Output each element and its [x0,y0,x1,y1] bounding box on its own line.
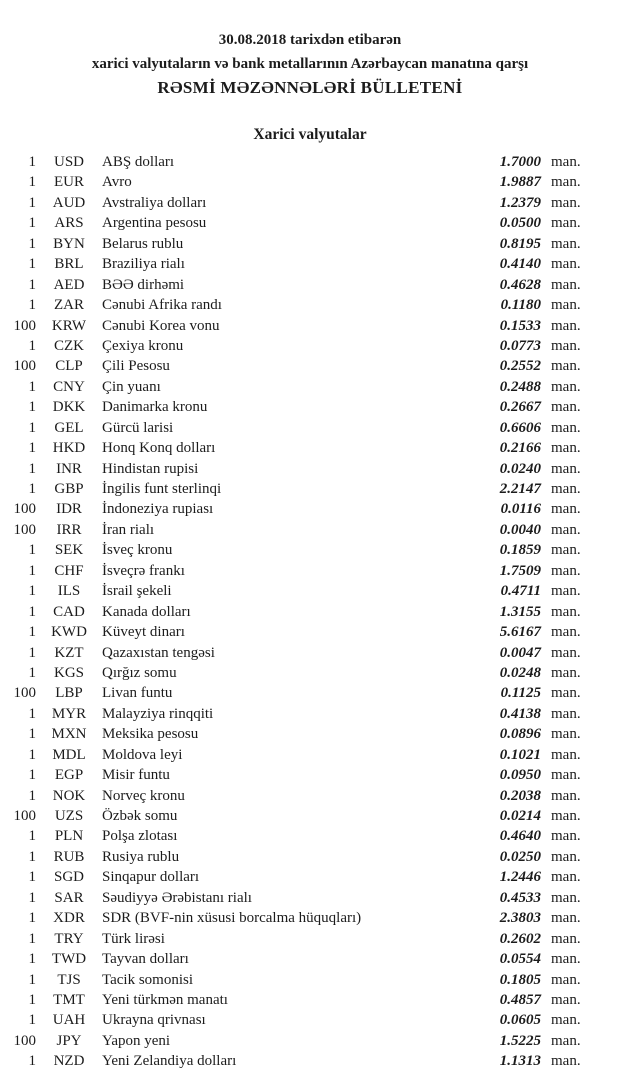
row-rate: 1.3155 [499,603,541,620]
row-qty: 1 [28,1012,36,1029]
table-row [0,336,620,356]
table-row [0,254,620,274]
row-rate: 0.1533 [499,317,541,334]
row-code: DKK [52,399,86,416]
row-rate: 0.0248 [499,664,541,681]
row-qty: 1 [28,951,36,968]
row-code: JPY [56,1032,82,1049]
row-qty: 1 [28,705,36,722]
row-rate: 0.4628 [499,276,541,293]
row-rate: 0.2552 [499,358,541,375]
row-code: CLP [55,358,83,375]
row-unit: man. [551,664,581,681]
row-name: Tacik somonisi [102,971,194,988]
table-row [0,990,620,1010]
table-row [0,377,620,397]
row-code: KZT [54,644,84,661]
table-row [0,213,620,233]
row-name: Hindistan rupisi [102,460,199,477]
row-name: Ukrayna qrivnası [102,1012,206,1029]
row-rate: 1.2446 [499,869,541,886]
row-unit: man. [551,685,581,702]
row-name: Qırğız somu [102,664,177,681]
row-qty: 1 [28,848,36,865]
row-code: AED [53,276,85,293]
row-qty: 1 [28,787,36,804]
row-name: Yeni Zelandiya dolları [102,1053,237,1070]
row-code: TWD [51,951,87,968]
row-name: Özbək somu [102,808,178,824]
row-name: Gürcü larisi [102,419,174,436]
row-name: Danimarka kronu [102,399,208,416]
row-qty: 1 [28,991,36,1008]
row-code: CZK [54,337,84,354]
table-row [0,826,620,846]
row-name: SDR (BVF-nin xüsusi borcalma hüquqları) [102,910,362,927]
row-code: TRY [54,930,84,947]
row-code: UZS [54,808,84,824]
row-unit: man. [551,399,581,416]
row-rate: 0.0240 [499,460,541,477]
table-row [0,152,620,172]
effective-date-line: 30.08.2018 tarixdən etibarən [218,32,402,48]
row-qty: 100 [13,501,36,518]
row-name: İsveçrə frankı [102,562,185,579]
row-unit: man. [551,521,581,538]
table-row [0,479,620,499]
row-rate: 0.4857 [499,991,541,1008]
row-unit: man. [551,603,581,620]
row-code: CHF [54,562,84,579]
row-unit: man. [551,726,581,743]
row-unit: man. [551,481,581,497]
row-unit: man. [551,1053,581,1070]
row-name: Kanada dolları [102,603,191,620]
row-code: TJS [57,971,81,988]
row-qty: 1 [28,174,36,191]
table-row [0,908,620,928]
row-rate: 0.1859 [499,542,541,559]
header-subtitle-line: xarici valyutaların və bank metallarının Azərbaycan manatına qarşı [91,56,529,72]
row-qty: 1 [28,562,36,579]
row-qty: 1 [28,583,36,600]
row-rate: 0.1125 [500,685,541,702]
row-qty: 1 [28,767,36,784]
table-row [0,704,620,724]
row-unit: man. [551,337,581,354]
table-row [0,683,620,703]
row-qty: 1 [28,624,36,641]
row-code: MXN [51,726,87,743]
row-rate: 2.2147 [499,481,541,497]
row-code: NOK [52,787,86,804]
row-rate: 0.0605 [499,1012,541,1029]
row-unit: man. [551,440,581,457]
row-name: Livan funtu [102,685,173,702]
table-row [0,765,620,785]
row-rate: 1.5225 [499,1032,541,1049]
row-qty: 100 [13,521,36,538]
table-row [0,929,620,949]
row-code: MDL [52,746,86,763]
row-rate: 0.8195 [499,235,541,252]
row-qty: 1 [28,215,36,232]
document-title: RƏSMİ MƏZƏNNƏLƏRİ BÜLLETENİ [157,78,463,97]
row-unit: man. [551,991,581,1008]
row-rate: 0.2488 [499,378,541,395]
row-code: SGD [53,869,84,886]
table-row [0,1010,620,1030]
row-code: ILS [57,583,81,600]
table-row [0,867,620,887]
row-code: IDR [56,501,82,518]
row-qty: 1 [28,644,36,661]
row-unit: man. [551,276,581,293]
row-code: BRL [54,256,84,273]
row-rate: 0.0040 [499,521,541,538]
row-unit: man. [551,1012,581,1029]
row-name: Rusiya rublu [102,848,180,865]
row-code: GEL [54,419,84,436]
row-rate: 0.0554 [499,951,541,968]
row-qty: 100 [13,685,36,702]
row-rate: 0.2667 [499,399,541,416]
section-title-foreign-currencies: Xarici valyutalar [253,126,367,143]
row-unit: man. [551,215,581,232]
table-row [0,540,620,560]
row-rate: 0.4140 [499,256,541,273]
row-code: HKD [52,440,86,457]
row-unit: man. [551,1032,581,1049]
row-unit: man. [551,358,581,375]
table-row [0,172,620,192]
row-unit: man. [551,154,581,170]
row-name: Çin yuanı [102,378,161,395]
row-name: Çexiya kronu [102,337,184,354]
table-row [0,193,620,213]
row-name: Belarus rublu [102,235,184,252]
row-rate: 0.1805 [499,971,541,988]
row-code: CNY [53,378,85,395]
row-qty: 1 [28,297,36,314]
row-name: Malayziya rinqqiti [102,705,214,722]
row-code: ZAR [54,297,84,314]
row-rate: 0.0214 [499,808,541,824]
row-name: Səudiyyə Ərəbistanı rialı [102,889,252,906]
row-qty: 1 [28,460,36,477]
row-qty: 1 [28,910,36,927]
row-code: GBP [54,481,84,497]
table-row [0,745,620,765]
row-unit: man. [551,767,581,784]
row-code: USD [53,154,84,170]
row-qty: 1 [28,399,36,416]
table-row [0,234,620,254]
row-qty: 1 [28,664,36,681]
row-name: Moldova leyi [102,746,183,763]
row-unit: man. [551,235,581,252]
row-code: SAR [54,889,84,906]
table-row [0,806,620,826]
document-header [0,0,620,100]
row-rate: 0.4640 [499,828,541,845]
row-code: KGS [53,664,84,681]
row-rate: 1.7509 [499,562,541,579]
row-name: İsrail şekeli [102,583,172,600]
row-unit: man. [551,705,581,722]
row-rate: 5.6167 [499,624,541,641]
row-rate: 0.4533 [499,889,541,906]
row-unit: man. [551,848,581,865]
row-qty: 1 [28,889,36,906]
row-name: ABŞ dolları [102,154,175,170]
row-qty: 1 [28,746,36,763]
row-unit: man. [551,256,581,273]
table-row [0,295,620,315]
row-name: BƏƏ dirhəmi [102,276,185,293]
row-unit: man. [551,194,581,211]
row-code: SEK [54,542,84,559]
row-unit: man. [551,378,581,395]
row-code: MYR [51,705,87,722]
row-qty: 100 [13,808,36,824]
row-qty: 1 [28,235,36,252]
row-qty: 1 [28,154,36,170]
row-unit: man. [551,808,581,824]
row-code: EUR [54,174,84,191]
row-qty: 1 [28,276,36,293]
row-code: IRR [56,521,82,538]
row-code: UAH [52,1012,86,1029]
row-rate: 1.1313 [499,1053,541,1070]
row-name: Braziliya rialı [102,256,185,273]
row-unit: man. [551,542,581,559]
row-name: Cənubi Afrika randı [102,297,222,314]
row-rate: 0.0773 [499,337,541,354]
row-unit: man. [551,460,581,477]
row-unit: man. [551,971,581,988]
row-rate: 0.4711 [500,583,541,600]
row-rate: 0.0896 [499,726,541,743]
row-qty: 1 [28,971,36,988]
row-qty: 1 [28,194,36,211]
row-name: Argentina pesosu [102,215,207,232]
row-unit: man. [551,787,581,804]
row-unit: man. [551,910,581,927]
row-qty: 1 [28,828,36,845]
row-name: İsveç kronu [102,542,173,559]
row-rate: 0.0047 [499,644,541,661]
row-rate: 0.6606 [499,419,541,436]
table-row [0,520,620,540]
table-row [0,275,620,295]
row-code: EGP [54,767,84,784]
table-row [0,888,620,908]
row-qty: 100 [13,317,36,334]
row-qty: 1 [28,337,36,354]
row-qty: 1 [28,481,36,497]
row-rate: 0.2038 [499,787,541,804]
row-unit: man. [551,297,581,314]
row-unit: man. [551,746,581,763]
row-name: İndoneziya rupiası [102,501,214,518]
row-name: Tayvan dolları [102,951,189,968]
table-row [0,356,620,376]
row-name: Qazaxıstan tengəsi [102,644,215,661]
row-unit: man. [551,644,581,661]
row-rate: 0.1180 [500,297,541,314]
row-code: PLN [54,828,84,845]
table-row [0,581,620,601]
row-name: Avstraliya dolları [102,194,207,211]
row-unit: man. [551,930,581,947]
row-name: Avro [102,174,132,191]
row-qty: 1 [28,930,36,947]
row-name: Türk lirəsi [102,930,165,947]
row-unit: man. [551,583,581,600]
row-code: XDR [53,910,85,927]
row-code: KRW [51,317,87,334]
row-code: KWD [51,624,87,641]
row-rate: 0.4138 [499,705,541,722]
table-row [0,1031,620,1051]
row-name: Çili Pesosu [102,358,170,375]
row-code: LBP [55,685,83,702]
row-unit: man. [551,419,581,436]
table-row [0,418,620,438]
table-row [0,847,620,867]
row-code: TMT [53,991,85,1008]
row-name: Honq Konq dolları [102,440,216,457]
row-code: BYN [53,235,85,252]
row-name: Yapon yeni [102,1032,171,1049]
table-row [0,1051,620,1071]
table-row [0,397,620,417]
row-unit: man. [551,869,581,886]
row-qty: 1 [28,1053,36,1070]
table-row [0,316,620,336]
row-name: Sinqapur dolları [102,869,200,886]
table-row [0,949,620,969]
table-row [0,663,620,683]
table-row [0,643,620,663]
row-qty: 1 [28,603,36,620]
table-row [0,622,620,642]
row-rate: 2.3803 [499,910,541,927]
row-rate: 0.0250 [499,848,541,865]
row-unit: man. [551,501,581,518]
row-rate: 0.2166 [499,440,541,457]
table-row [0,602,620,622]
row-qty: 1 [28,869,36,886]
row-qty: 1 [28,419,36,436]
row-unit: man. [551,624,581,641]
row-rate: 1.2379 [499,194,541,211]
row-qty: 100 [13,1032,36,1049]
row-qty: 1 [28,378,36,395]
row-rate: 0.2602 [499,930,541,947]
row-code: RUB [53,848,85,865]
table-row [0,724,620,744]
row-name: Polşa zlotası [102,828,178,845]
row-unit: man. [551,889,581,906]
row-code: NZD [53,1053,85,1070]
row-name: İngilis funt sterlinqi [102,481,222,497]
row-qty: 1 [28,542,36,559]
row-qty: 1 [28,256,36,273]
row-qty: 1 [28,726,36,743]
row-rate: 0.0500 [499,215,541,232]
row-rate: 0.0116 [500,501,541,518]
table-row [0,459,620,479]
row-rate: 0.0950 [499,767,541,784]
table-row [0,499,620,519]
row-rate: 1.7000 [499,154,541,170]
row-unit: man. [551,828,581,845]
table-row [0,438,620,458]
row-rate: 1.9887 [499,174,541,191]
row-code: CAD [53,603,85,620]
row-name: Norveç kronu [102,787,185,804]
row-unit: man. [551,951,581,968]
row-unit: man. [551,562,581,579]
table-row [0,970,620,990]
row-name: Yeni türkmən manatı [102,991,228,1008]
row-unit: man. [551,317,581,334]
row-code: AUD [52,194,86,211]
table-row [0,786,620,806]
row-name: Cənubi Korea vonu [102,317,220,334]
table-row [0,561,620,581]
row-code: INR [56,460,82,477]
row-rate: 0.1021 [499,746,541,763]
row-name: İran rialı [102,521,155,538]
row-name: Misir funtu [102,767,170,784]
row-name: Küveyt dinarı [102,624,185,641]
row-unit: man. [551,174,581,191]
row-code: ARS [54,215,84,232]
row-qty: 1 [28,440,36,457]
row-qty: 100 [13,358,36,375]
row-name: Meksika pesosu [102,726,199,743]
rates-table [0,152,620,1072]
